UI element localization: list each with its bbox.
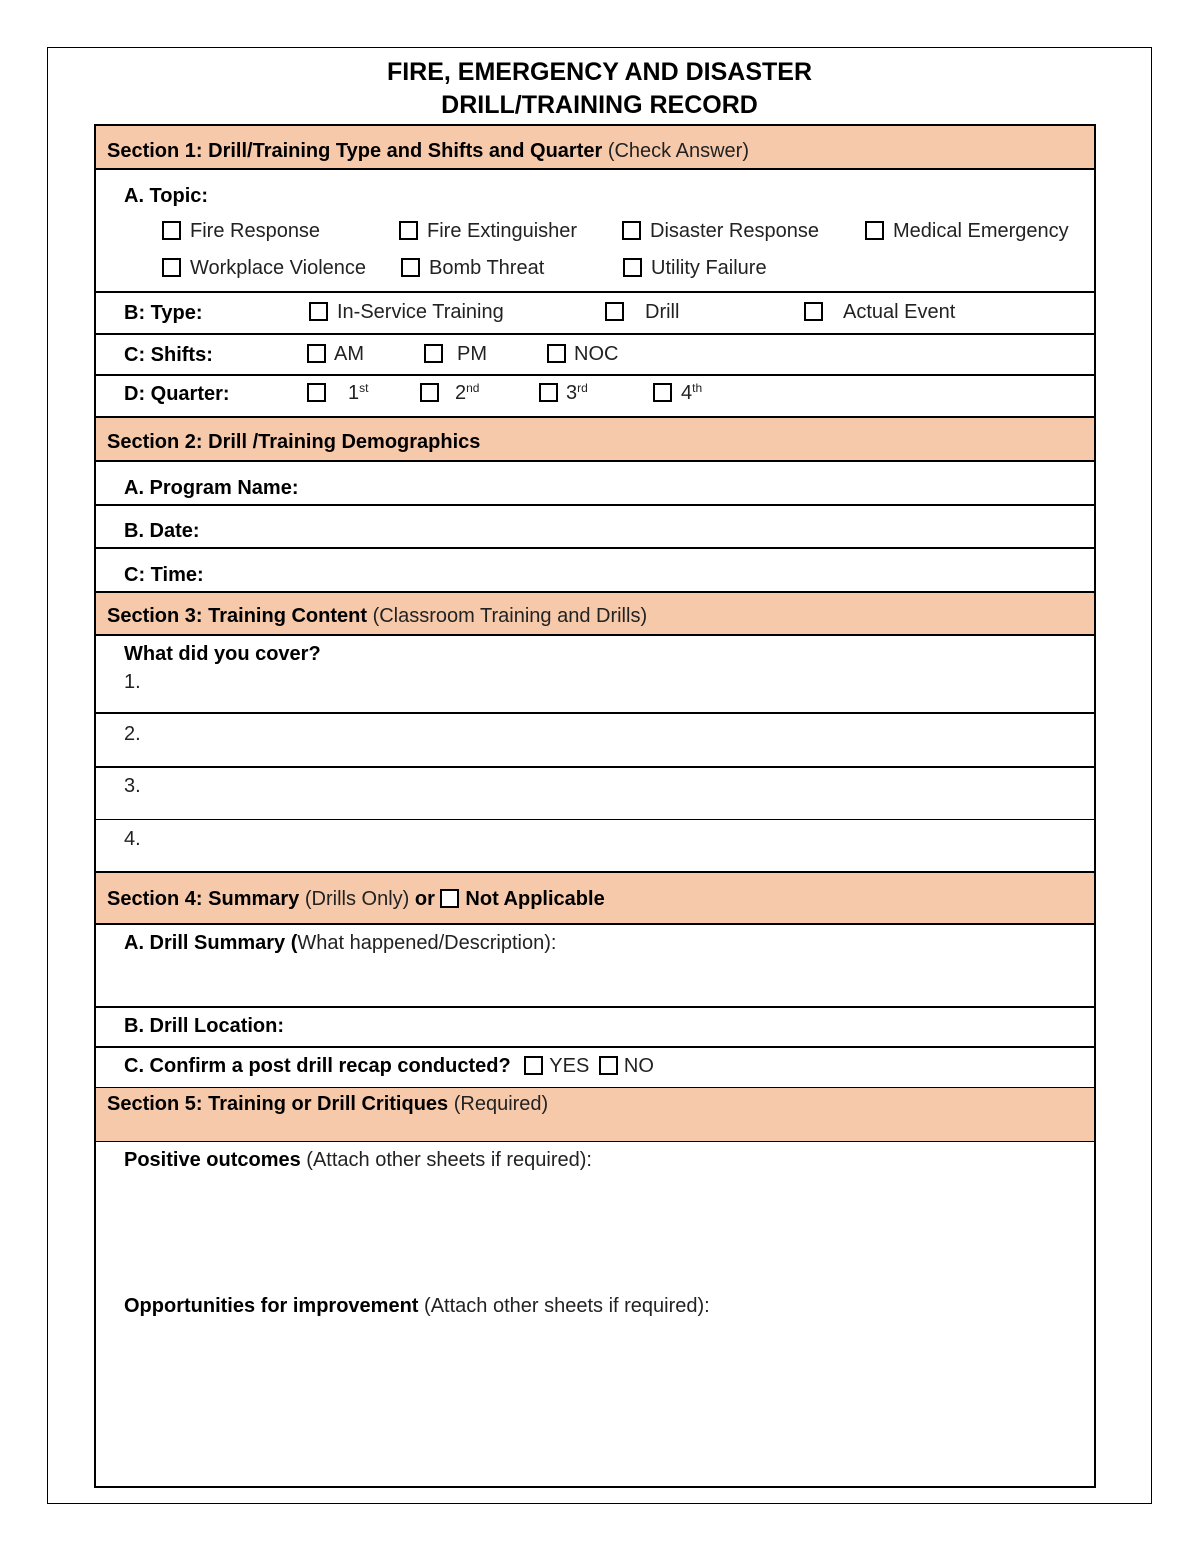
shifts-row: [96, 335, 1094, 376]
in-service-training-label: In-Service Training: [337, 301, 504, 323]
positive-outcomes-note: (Attach other sheets if required):: [306, 1149, 592, 1171]
positive-outcomes-label: Positive outcomes: [124, 1149, 301, 1171]
section-5-header: [96, 1088, 1094, 1142]
fire-response-label: Fire Response: [190, 220, 321, 242]
am-checkbox[interactable]: [307, 344, 326, 363]
workplace-violence-label: Workplace Violence: [190, 257, 367, 279]
section-5-note: (Required): [453, 1093, 549, 1115]
quarter-row: [96, 376, 1094, 418]
utility-failure-label: Utility Failure: [651, 257, 767, 279]
in-service-training-checkbox[interactable]: [309, 302, 328, 321]
quarter-4-label: 4th: [681, 381, 703, 404]
quarter-2-label: 2nd: [455, 381, 480, 404]
noc-checkbox[interactable]: [547, 344, 566, 363]
program-name-label: A. Program Name:: [124, 477, 299, 499]
drill-summary-row[interactable]: [96, 925, 1094, 1008]
quarter-1-checkbox[interactable]: [307, 383, 326, 402]
section-2-title: Section 2: Drill /Training Demographics: [107, 431, 481, 453]
section-3-note: (Classroom Training and Drills): [372, 605, 648, 627]
section-5-title: Section 5: Training or Drill Critiques: [107, 1093, 449, 1115]
title-line-1: FIRE, EMERGENCY AND DISASTER: [386, 58, 813, 86]
content-item-3-number: 3.: [124, 775, 141, 797]
drill-summary-note: What happened/Description):: [297, 932, 557, 954]
fire-response-checkbox[interactable]: [162, 221, 181, 240]
not-applicable-label: Not Applicable: [465, 888, 605, 910]
content-item-4-row[interactable]: [96, 820, 1094, 873]
date-label: B. Date:: [124, 520, 200, 542]
time-row[interactable]: [96, 549, 1094, 593]
content-question: What did you cover?: [124, 643, 321, 665]
improvement-label: Opportunities for improvement: [124, 1295, 419, 1317]
fire-extinguisher-label: Fire Extinguisher: [427, 220, 578, 242]
content-item-1-number: 1.: [124, 671, 141, 693]
recap-row: [96, 1048, 1094, 1088]
time-label: C: Time:: [124, 564, 204, 586]
quarter-1-label: 1st: [348, 381, 369, 404]
program-name-row[interactable]: [96, 462, 1094, 506]
title-line-2: DRILL/TRAINING RECORD: [441, 91, 758, 119]
section-3-header: [96, 593, 1094, 636]
topic-row: [96, 170, 1094, 293]
content-item-1-row[interactable]: [96, 636, 1094, 714]
drill-label: Drill: [645, 301, 680, 323]
recap-yes-label: YES: [549, 1055, 590, 1077]
quarter-label: D: Quarter:: [124, 383, 230, 405]
section-4-header: [96, 873, 1094, 925]
improvement-area[interactable]: [96, 1288, 1094, 1486]
medical-emergency-label: Medical Emergency: [893, 220, 1069, 242]
quarter-2-checkbox[interactable]: [420, 383, 439, 402]
positive-outcomes-area[interactable]: [96, 1142, 1094, 1288]
quarter-4-checkbox[interactable]: [653, 383, 672, 402]
drill-summary-label: A. Drill Summary (: [124, 932, 298, 954]
section-3-title: Section 3: Training Content: [107, 605, 368, 627]
fire-extinguisher-checkbox[interactable]: [399, 221, 418, 240]
medical-emergency-checkbox[interactable]: [865, 221, 884, 240]
content-item-2-row[interactable]: [96, 714, 1094, 768]
quarter-3-checkbox[interactable]: [539, 383, 558, 402]
drill-location-label: B. Drill Location:: [124, 1015, 284, 1037]
type-row: [96, 293, 1094, 335]
workplace-violence-checkbox[interactable]: [162, 258, 181, 277]
recap-no-label: NO: [623, 1055, 654, 1077]
form-title: [47, 56, 1152, 122]
content-item-2-number: 2.: [124, 723, 141, 745]
pm-checkbox[interactable]: [424, 344, 443, 363]
noc-label: NOC: [574, 343, 619, 365]
recap-yes-checkbox[interactable]: [524, 1056, 543, 1075]
bomb-threat-checkbox[interactable]: [401, 258, 420, 277]
section-1-header: [96, 126, 1094, 170]
utility-failure-checkbox[interactable]: [623, 258, 642, 277]
form-table: [94, 124, 1096, 1488]
topic-label: A. Topic:: [124, 185, 209, 207]
recap-no-checkbox[interactable]: [599, 1056, 618, 1075]
date-row[interactable]: [96, 506, 1094, 549]
section-1-title: Section 1: Drill/Training Type and Shifts and Quarter: [107, 140, 603, 162]
content-item-4-number: 4.: [124, 828, 141, 850]
section-4-or: or: [414, 888, 435, 910]
improvement-note: (Attach other sheets if required):: [424, 1295, 710, 1317]
drill-location-row[interactable]: [96, 1008, 1094, 1048]
pm-label: PM: [457, 343, 487, 365]
content-item-3-row[interactable]: [96, 768, 1094, 820]
recap-label: C. Confirm a post drill recap conducted?: [124, 1055, 511, 1077]
type-label: B: Type:: [124, 302, 203, 324]
section-4-title: Section 4: Summary: [107, 888, 300, 910]
bomb-threat-label: Bomb Threat: [429, 257, 545, 279]
quarter-3-label: 3rd: [566, 381, 588, 404]
disaster-response-label: Disaster Response: [650, 220, 819, 242]
not-applicable-checkbox[interactable]: [440, 889, 459, 908]
am-label: AM: [334, 343, 364, 365]
section-1-note: (Check Answer): [607, 140, 749, 162]
actual-event-label: Actual Event: [843, 301, 956, 323]
section-4-note: (Drills Only): [304, 888, 410, 910]
shifts-label: C: Shifts:: [124, 344, 213, 366]
actual-event-checkbox[interactable]: [804, 302, 823, 321]
drill-checkbox[interactable]: [605, 302, 624, 321]
section-2-header: [96, 418, 1094, 462]
disaster-response-checkbox[interactable]: [622, 221, 641, 240]
